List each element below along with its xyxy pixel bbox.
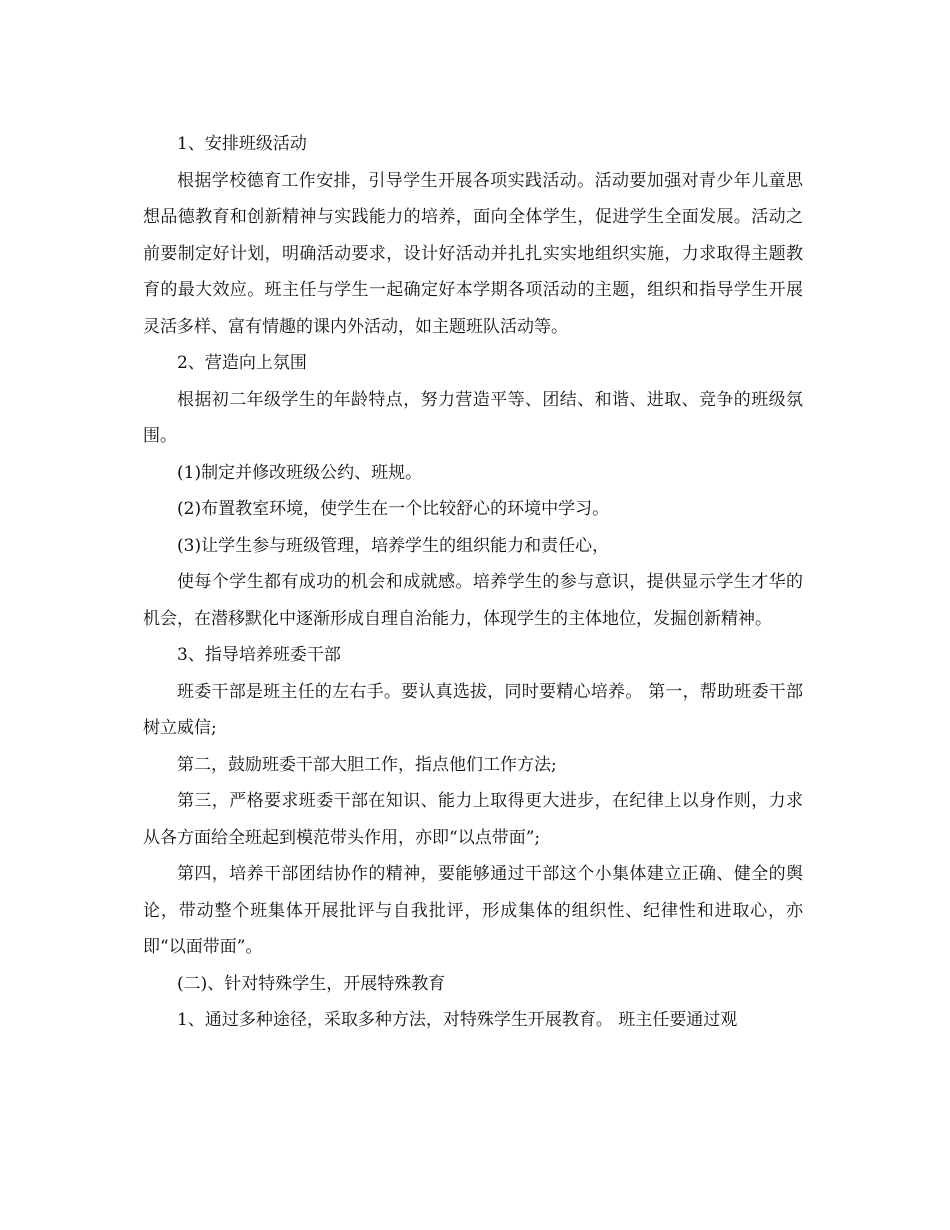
heading-special-students: (二)、针对特殊学生，开展特殊教育 <box>177 973 446 994</box>
paragraph-committee-second: 第二，鼓励班委干部大胆工作，指点他们工作方法; <box>177 754 557 775</box>
heading-arrange-class-activities: 1、安排班级活动 <box>177 134 307 154</box>
paragraph-student-participation: 使每个学生都有成功的机会和成就感。培养学生的参与意识，提供显示学生才华的机会，在潜移默化中逐渐形成自理自治能力，体现学生的主体地位，发掘创新精神。 <box>143 572 803 629</box>
paragraph-committee-fourth: 第四，培养干部团结协作的精神，要能够通过干部这个小集体建立正确、健全的舆论，带动整个班集体开展批评与自我批评，形成集体的组织性、纪律性和进取心，亦即“以面带面”。 <box>143 864 803 957</box>
paragraph-activities-plan: 根据学校德育工作安排，引导学生开展各项实践活动。活动要加强对青少年儿童思想品德教育和创新精神与实践能力的培养，面向全体学生，促进学生全面发展。活动之前要制定好计划，明确活动要求，设计好活动并扎扎实实地组织实施，力求取得主题教育的最大效应。班主任与学生一起确定好本学期各项活动的主题，组织和指导学生开展灵活多样、富有情趣的课内外活动，如主题班队活动等。 <box>143 170 803 337</box>
paragraph-committee-first: 班委干部是班主任的左右手。要认真选拔，同时要精心培养。 第一，帮助班委干部树立威信; <box>143 681 803 738</box>
paragraph-committee-third: 第三，严格要求班委干部在知识、能力上取得更大进步，在纪律上以身作则，力求从各方面给全班起到模范带头作用，亦即“以点带面”; <box>143 791 803 848</box>
list-item-class-management: (3)让学生参与班级管理，培养学生的组织能力和责任心， <box>177 535 610 556</box>
list-item-classroom-environment: (2)布置教室环境，使学生在一个比较舒心的环境中学习。 <box>177 499 610 519</box>
document-page <box>143 126 803 1039</box>
list-item-class-rules: (1)制定并修改班级公约、班规。 <box>177 462 423 483</box>
heading-guide-class-committee: 3、指导培养班委干部 <box>177 645 341 665</box>
paragraph-class-atmosphere: 根据初二年级学生的年龄特点，努力营造平等、团结、和谐、进取、竞争的班级氛围。 <box>143 389 803 446</box>
paragraph-special-education: 1、通过多种途径，采取多种方法，对特殊学生开展教育。 班主任要通过观 <box>177 1010 738 1030</box>
heading-create-positive-atmosphere: 2、营造向上氛围 <box>177 353 307 373</box>
